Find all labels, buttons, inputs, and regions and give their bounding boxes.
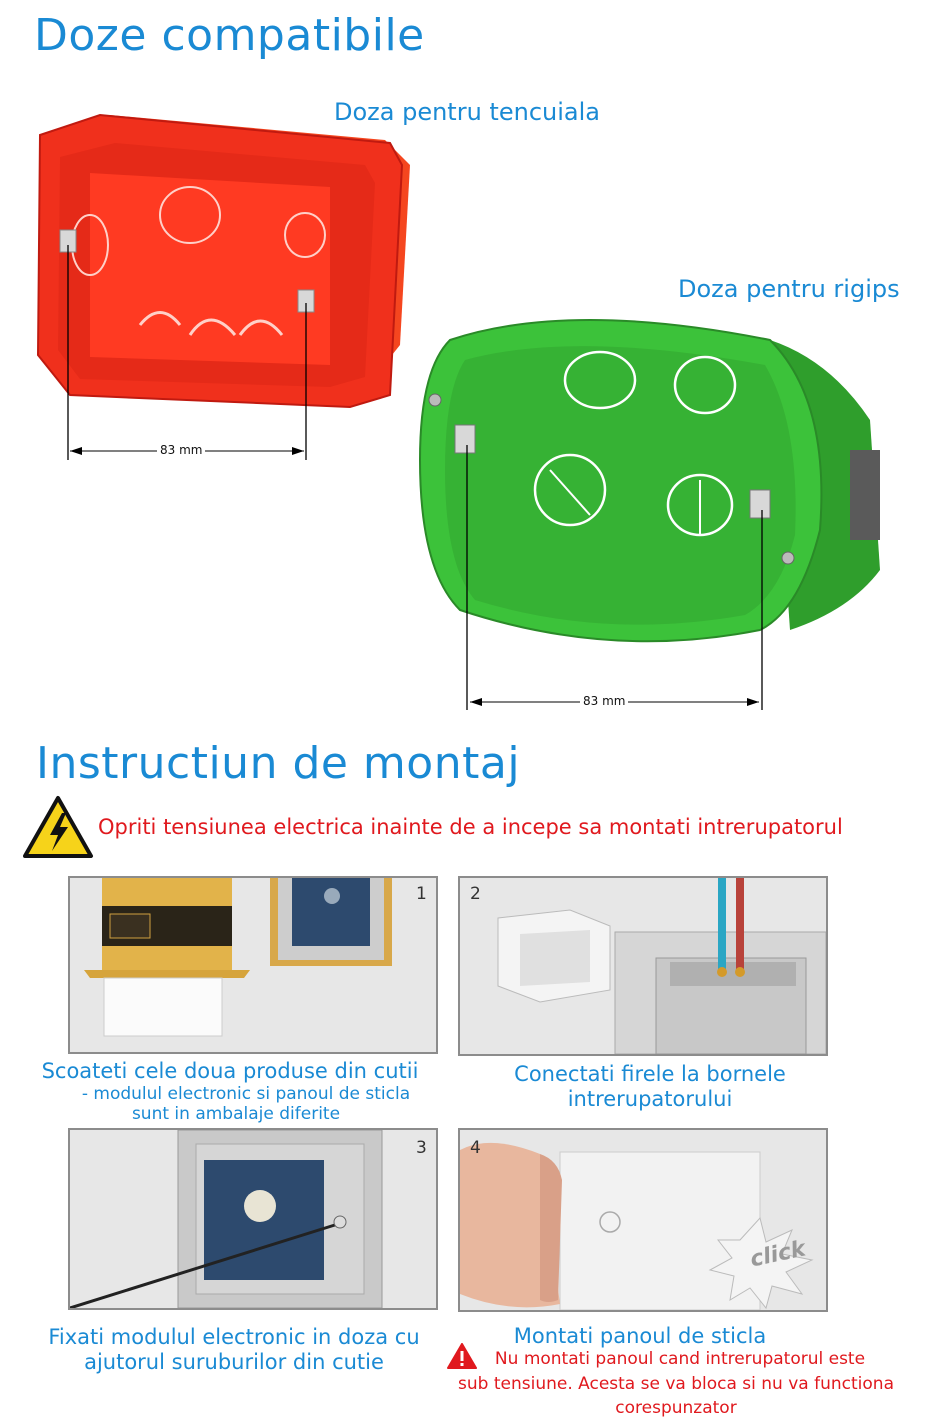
step-4-image xyxy=(458,1128,828,1312)
step-4-number: 4 xyxy=(470,1138,481,1158)
step-2-number: 2 xyxy=(470,884,481,904)
label-drywall-box: Doza pentru rigips xyxy=(678,275,900,303)
step-3-number: 3 xyxy=(416,1138,427,1158)
step-4-note-1: Nu montati panoul cand intrerupatorul este xyxy=(494,1349,866,1369)
dimension-label-drywall: 83 mm xyxy=(580,694,628,708)
section-title-installation: Instructiun de montaj xyxy=(36,738,521,789)
step-4-note-3: corespunzator xyxy=(615,1398,737,1418)
step-1-number: 1 xyxy=(416,884,427,904)
step-1-image xyxy=(68,876,438,1054)
step-2-image xyxy=(458,876,828,1056)
step-4-note-2: sub tensiune. Acesta se va bloca si nu va functiona xyxy=(458,1374,894,1394)
click-label: click xyxy=(748,1236,808,1273)
step-3-caption-2: ajutorul suruburilor din cutie xyxy=(84,1350,384,1374)
step-2-caption-2: intrerupatorului xyxy=(567,1087,733,1111)
safety-warning-text: Opriti tensiunea electrica inainte de a incepe sa montati intrerupatorul xyxy=(98,815,843,839)
section-title-compatible-boxes: Doze compatibile xyxy=(34,10,425,61)
drywall-box-image xyxy=(410,300,890,720)
plaster-box-image xyxy=(30,95,430,475)
step-3-image xyxy=(68,1128,438,1310)
high-voltage-warning-icon xyxy=(22,795,94,859)
dimension-label-plaster: 83 mm xyxy=(157,443,205,457)
step-3-caption-1: Fixati modulul electronic in doza cu xyxy=(48,1325,420,1349)
step-1-subcaption-2: sunt in ambalaje diferite xyxy=(131,1104,341,1124)
step-1-subcaption-1: - modulul electronic si panoul de sticla xyxy=(81,1084,411,1104)
label-plaster-box: Doza pentru tencuiala xyxy=(334,98,600,126)
step-1-caption: Scoateti cele doua produse din cutii xyxy=(41,1059,419,1083)
step-4-caption: Montati panoul de sticla xyxy=(513,1324,767,1348)
step-2-caption-1: Conectati firele la bornele xyxy=(514,1062,786,1086)
